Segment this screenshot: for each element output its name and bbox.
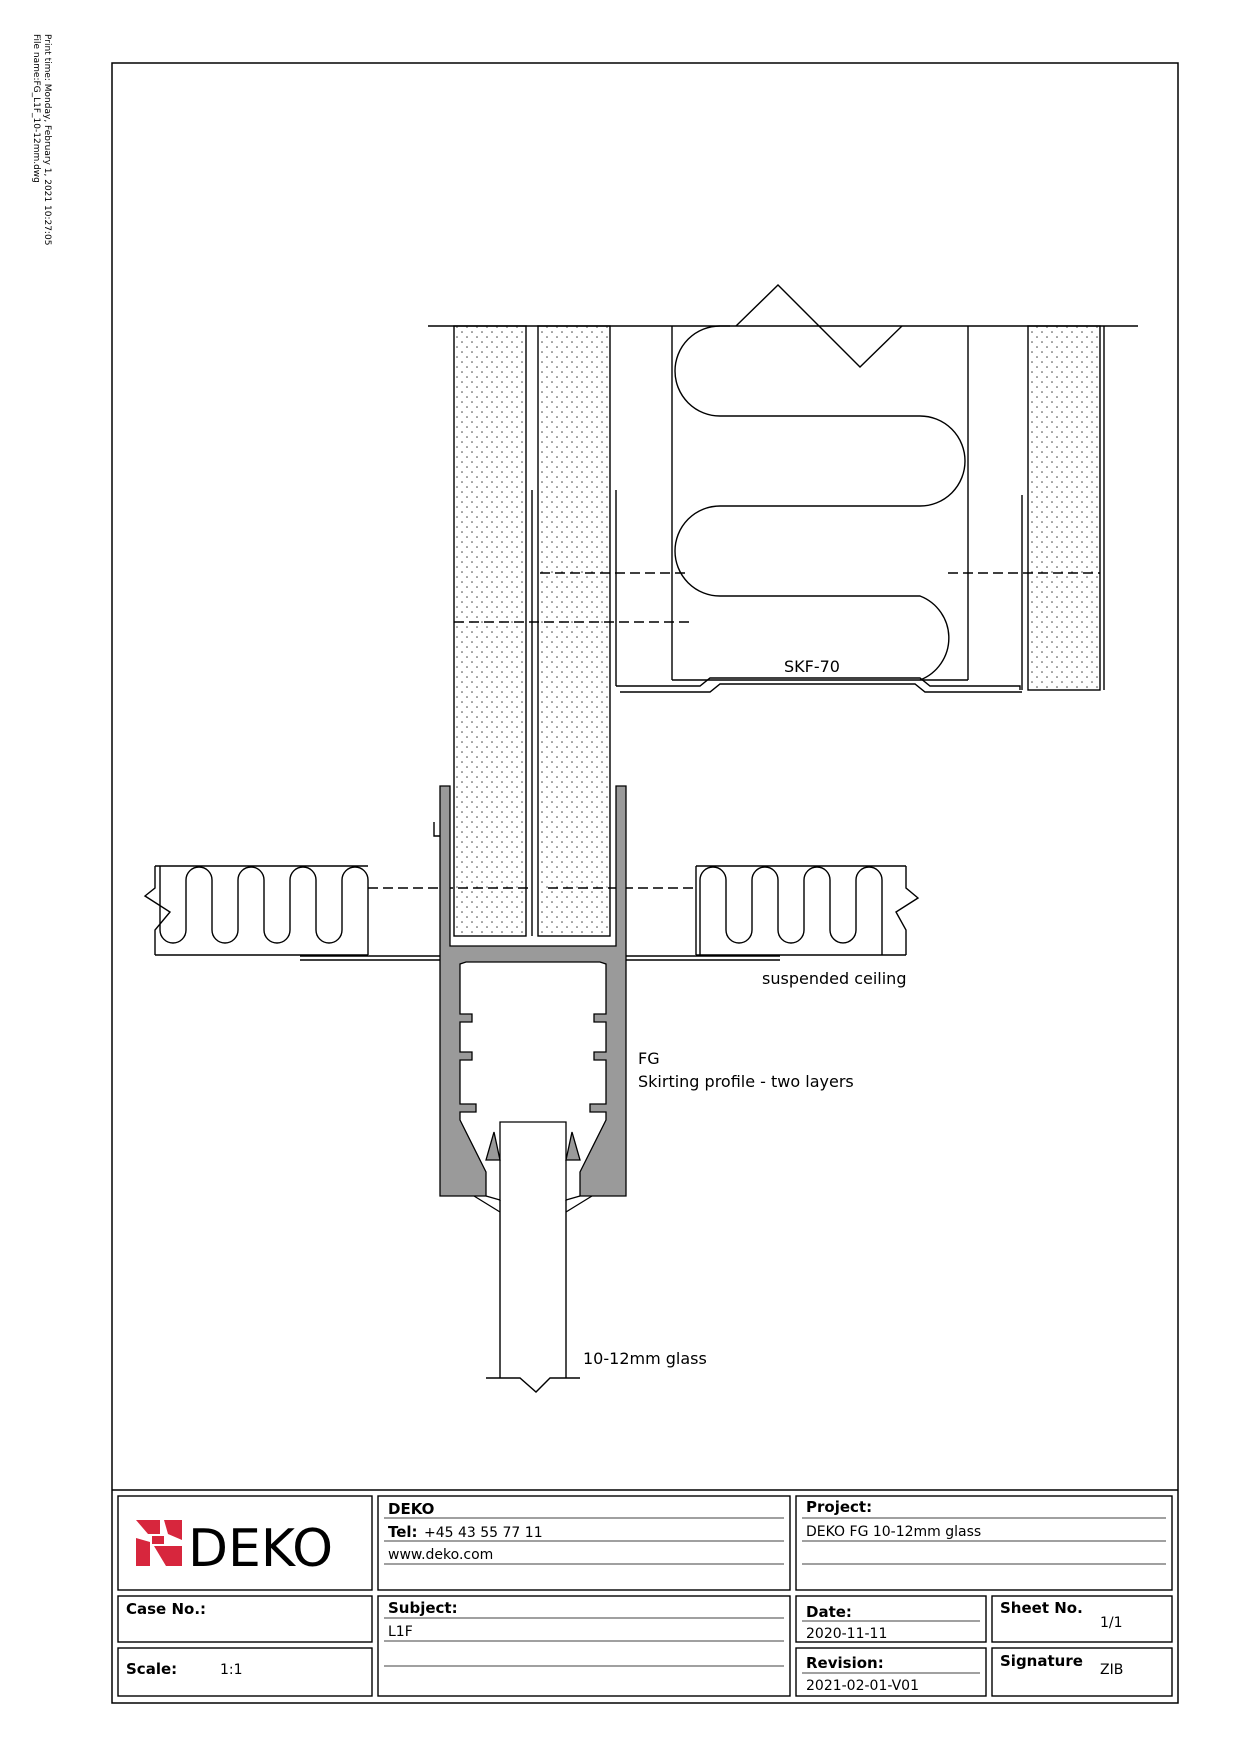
label-suspended-ceiling: suspended ceiling (762, 969, 907, 988)
sheet-value: 1/1 (1100, 1615, 1123, 1631)
file-name: File name:FG_L1F_10-12mm.dwg (31, 34, 41, 183)
subject-label: Subject: (388, 1599, 458, 1617)
signature-label: Signature (1000, 1652, 1083, 1670)
label-fg: FG (638, 1049, 660, 1068)
project-label: Project: (806, 1498, 873, 1516)
label-skf-70: SKF-70 (784, 657, 840, 676)
scale-value: 1:1 (220, 1662, 243, 1678)
tel-label: Tel: (388, 1523, 418, 1541)
logo-text: DEKO (188, 1519, 334, 1579)
detail-drawing (145, 285, 1138, 960)
glass-panel (486, 1200, 580, 1392)
case-label: Case No.: (126, 1600, 207, 1618)
date-label: Date: (806, 1603, 852, 1621)
revision-value: 2021-02-01-V01 (806, 1678, 919, 1694)
tel-value: +45 43 55 77 11 (424, 1525, 543, 1541)
date-value: 2020-11-11 (806, 1626, 888, 1642)
sheet-label: Sheet No. (1000, 1599, 1083, 1617)
subject-value: L1F (388, 1624, 413, 1640)
deko-logo-mark (136, 1520, 182, 1566)
deko-logo (136, 1519, 333, 1579)
print-time: Print time: Monday, February 1, 2021 10:27:05 (42, 34, 52, 246)
sheet-border (112, 63, 1178, 1703)
label-skirting-profile: Skirting profile - two layers (638, 1072, 854, 1091)
scale-label: Scale: (126, 1660, 178, 1678)
revision-label: Revision: (806, 1654, 884, 1672)
project-value: DEKO FG 10-12mm glass (806, 1524, 982, 1540)
signature-value: ZIB (1100, 1662, 1124, 1678)
label-glass: 10-12mm glass (583, 1349, 707, 1368)
company-name: DEKO (388, 1500, 435, 1518)
website: www.deko.com (388, 1547, 494, 1563)
